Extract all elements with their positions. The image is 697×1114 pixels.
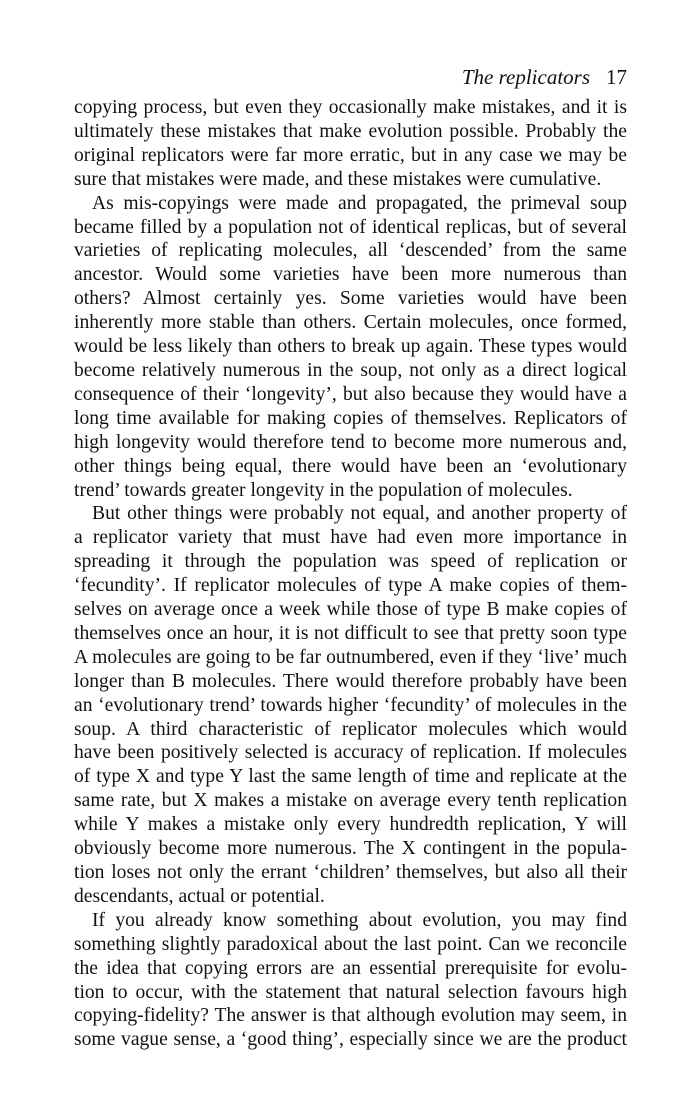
book-page xyxy=(74,64,627,1052)
paragraph xyxy=(74,909,627,1052)
text-line: If you already know something about evolution, you may find xyxy=(92,909,627,931)
text-line: copying process, but even they occasionally make mistakes, and it is xyxy=(74,97,627,118)
text-line: longer than B molecules. There would therefore probably have been xyxy=(74,670,627,692)
paragraph xyxy=(74,192,627,503)
text-line: have been positively selected is accuracy of replication. If molecules xyxy=(74,742,627,764)
running-head xyxy=(74,64,627,96)
page-number: 17 xyxy=(606,65,627,89)
text-line: obviously become more numerous. The X contingent in the popula- xyxy=(74,838,627,860)
text-line: themselves once an hour, it is not difficult to see that pretty soon type xyxy=(74,622,627,644)
text-line: spreading it through the population was speed of replication or xyxy=(74,551,627,573)
body-text xyxy=(74,96,627,1052)
paragraph xyxy=(74,96,627,192)
text-line: ‘fecundity’. If replicator molecules of type A make copies of them- xyxy=(74,575,627,597)
text-line: same rate, but X makes a mistake on average every tenth replication xyxy=(74,790,627,812)
text-line: selves on average once a week while those of type B make copies of xyxy=(74,599,627,621)
text-line: something slightly paradoxical about the last point. Can we reconcile xyxy=(74,933,627,955)
text-line: high longevity would therefore tend to become more numerous and, xyxy=(74,431,627,453)
text-line: trend’ towards greater longevity in the population of molecules. xyxy=(74,479,573,501)
text-line: a replicator variety that must have had even more importance in xyxy=(74,527,627,549)
text-line: some vague sense, a ‘good thing’, especially since we are the product xyxy=(74,1029,627,1051)
text-line: would be less likely than others to break up again. These types would xyxy=(74,336,627,358)
text-line: A molecules are going to be far outnumbered, even if they ‘live’ much xyxy=(74,646,627,668)
text-line: ancestor. Would some varieties have been more numerous than xyxy=(74,264,627,286)
text-line: other things being equal, there would have been an ‘evolutionary xyxy=(74,455,627,477)
text-line: copying-fidelity? The answer is that although evolution may seem, in xyxy=(74,1005,627,1027)
text-line: an ‘evolutionary trend’ towards higher ‘fecundity’ of molecules in the xyxy=(74,694,627,716)
text-line: original replicators were far more erratic, but in any case we may be xyxy=(74,144,627,166)
text-line: inherently more stable than others. Certain molecules, once formed, xyxy=(74,312,627,334)
text-line: become relatively numerous in the soup, not only as a direct logical xyxy=(74,359,627,381)
text-line: varieties of replicating molecules, all ‘descended’ from the same xyxy=(74,240,627,262)
text-line: consequence of their ‘longevity’, but also because they would have a xyxy=(74,383,627,405)
text-line: the idea that copying errors are an essential prerequisite for evolu- xyxy=(74,957,627,979)
text-line: tion to occur, with the statement that natural selection favours high xyxy=(74,981,627,1003)
text-line: sure that mistakes were made, and these mistakes were cumulative. xyxy=(74,168,602,190)
paragraph xyxy=(74,502,627,908)
text-line: As mis-copyings were made and propagated, the primeval soup xyxy=(92,192,627,214)
text-line: while Y makes a mistake only every hundredth replication, Y will xyxy=(74,814,627,836)
text-line: others? Almost certainly yes. Some varieties would have been xyxy=(74,288,627,310)
text-line: ultimately these mistakes that make evolution possible. Probably the xyxy=(74,120,627,142)
text-line: long time available for making copies of themselves. Replicators of xyxy=(74,407,627,429)
text-line: tion loses not only the errant ‘children’ themselves, but also all their xyxy=(74,862,627,883)
text-line: descendants, actual or potential. xyxy=(74,885,325,907)
text-line: soup. A third characteristic of replicator molecules which would xyxy=(74,718,627,740)
running-head-title: The replicators xyxy=(461,65,590,89)
text-line: of type X and type Y last the same length of time and replicate at the xyxy=(74,766,627,788)
text-line: But other things were probably not equal, and another property of xyxy=(92,503,627,525)
text-line: became filled by a population not of identical replicas, but of several xyxy=(74,216,627,238)
